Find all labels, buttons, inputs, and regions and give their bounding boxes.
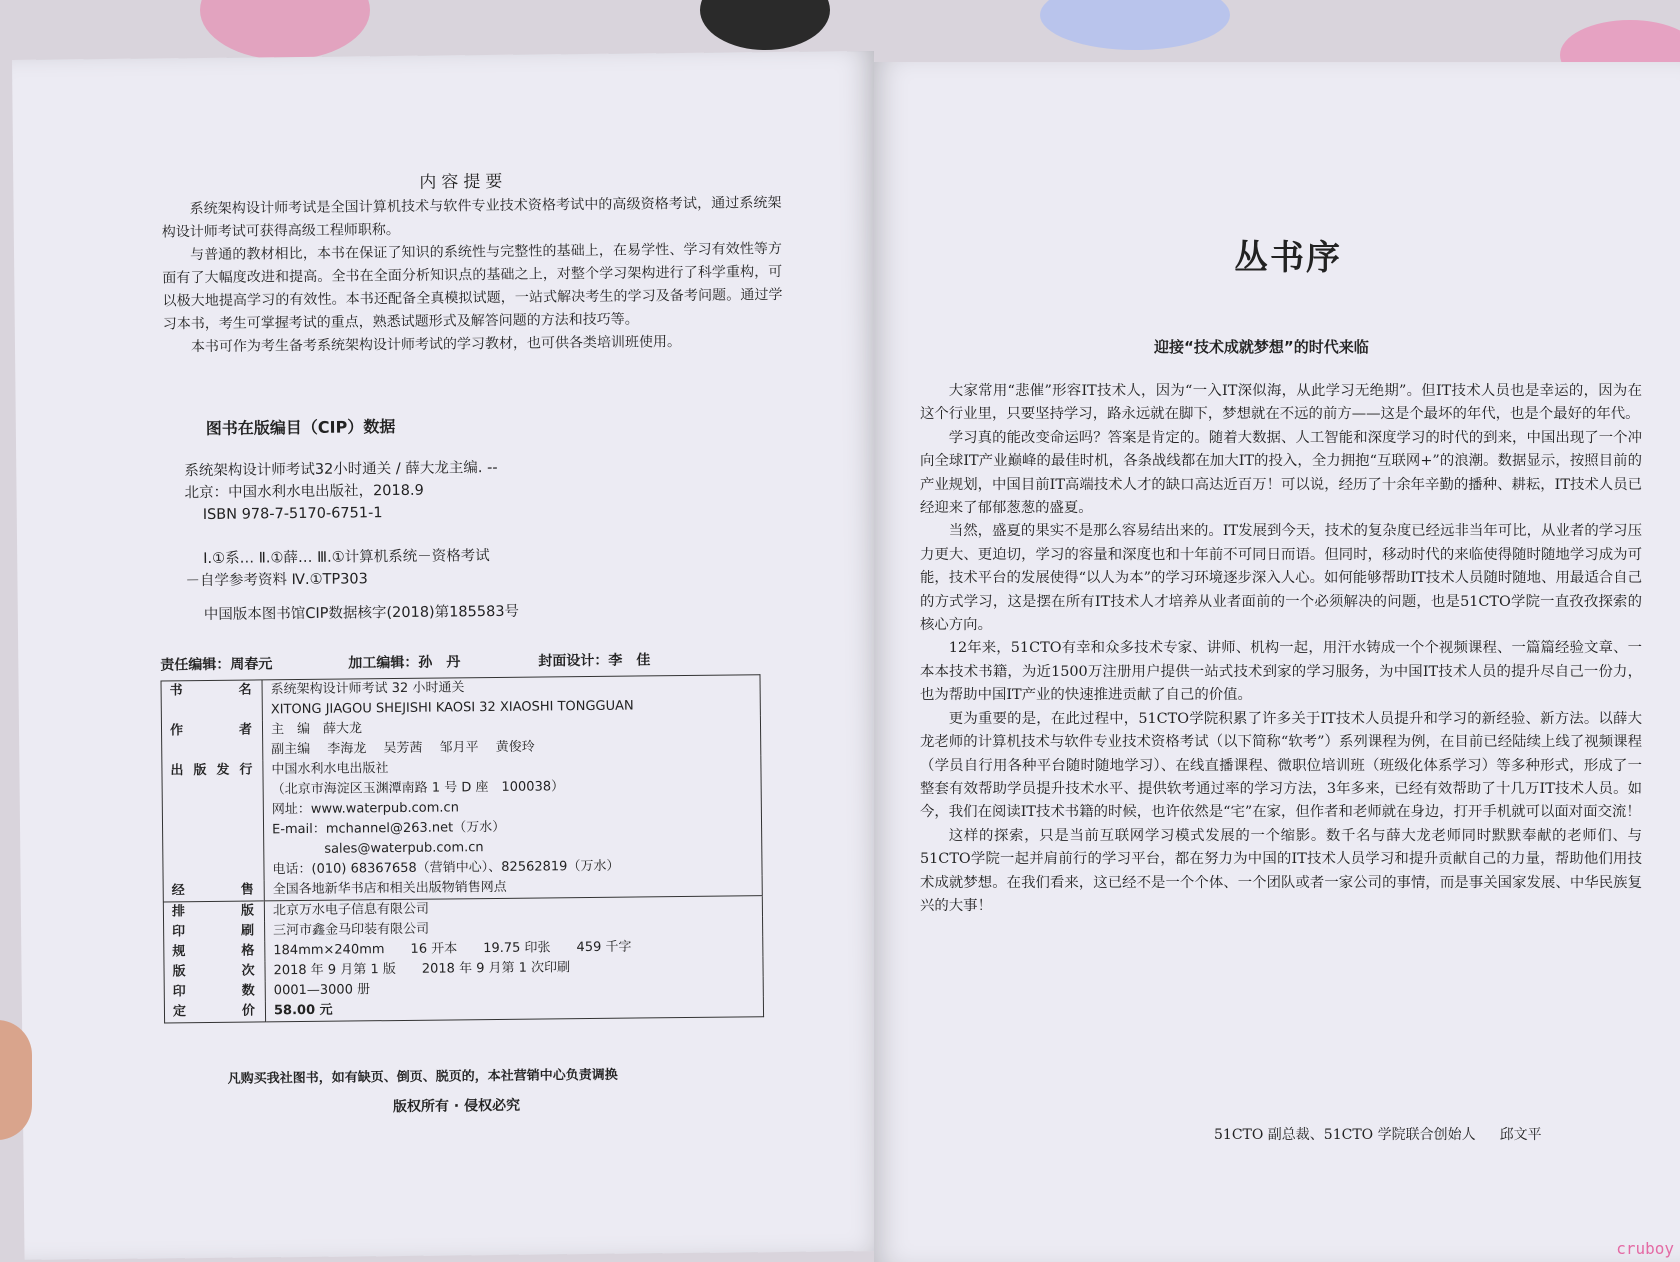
info-label: 印 刷 [164,921,265,942]
cip-line: 北京：中国水利水电出版社，2018.9 [184,482,424,502]
cip-line: 系统架构设计师考试32小时通关 / 薛大龙主编. -- [184,459,498,480]
specification: 184mm×240mm 16 开本 19.75 印张 459 千字 [273,939,632,959]
preface-body [920,380,1642,918]
summary-paragraph: 系统架构设计师考试是全国计算机技术与软件专业技术资格考试中的高级资格考试，通过系统架构设计师考试可获得高级工程师职称。 [161,194,782,241]
cip-line: ISBN 978-7-5170-6751-1 [202,505,383,524]
info-label: 排 版 [163,901,264,923]
copyright-notice: 版权所有 · 侵权必究 [392,1097,521,1116]
distribution: 全国各地新华书店和相关出版物销售网点 [272,879,507,898]
publisher: 中国水利水电出版社 [271,761,389,778]
typesetting: 北京万水电子信息有限公司 [264,896,762,922]
info-label: 作 者 [161,720,262,761]
signature-title: 51CTO 副总裁、51CTO 学院联合创始人 [1214,1127,1476,1143]
summary-paragraph: 与普通的教材相比，本书在保证了知识的系统性与完整性的基础上，在易学性、学习有效性等方面有了大幅度改进和提高。全书在全面分析知识点的基础之上，对整个学习架构进行了科学重构，可以极大地提高学习的有效性。本书还配备全真模拟试题，一站式解决考生的学习及备考问题。通过学习本书，考生可掌握考试的重点，熟悉试题形式及解答问题的方法和技巧等。 [162,240,783,333]
info-label: 印 数 [164,981,265,1002]
info-label: 出版发行 [162,760,264,881]
info-value [262,675,760,721]
publisher-email: E-mail：mchannel@263.net（万水） [271,819,506,838]
preface-signature [1214,1124,1542,1144]
info-label: 规 格 [164,941,265,962]
left-page [12,51,887,1260]
edition: 2018 年 9 月第 1 版 2018 年 9 月第 1 次印刷 [273,960,571,979]
replacement-notice: 凡购买我社图书，如有缺页、倒页、脱页的，本社营销中心负责调换 [227,1067,618,1087]
cip-block [184,455,686,626]
info-label: 经 售 [163,880,264,902]
publication-info-table [161,674,765,1023]
fabric-dot [200,0,370,60]
cip-title: 图书在版编目（CIP）数据 [205,417,396,438]
fabric-dot [700,0,830,50]
printing: 三河市鑫金马印装有限公司 [273,921,430,939]
chief-editor: 主 编 薛大龙 [270,721,363,738]
preface-paragraph: 学习真的能改变命运吗？答案是肯定的。随着大数据、人工智能和深度学习的时代的到来，中国出现了一个冲向全球IT产业巅峰的最佳时机，各条战线都在加大IT的投入，全力拥抱“互联网+”的浪潮。数据显示，按照目前的产业规划，中国目前IT高端技术人才的缺口高达近百万！可以说，经历了十余年辛勤的播种、耕耘，IT技术人员已经迎来了郁郁葱葱的盛夏。 [920,429,1642,517]
summary-paragraph: 本书可作为考生备考系统架构设计师考试的学习教材，也可供各类培训班使用。 [190,334,682,356]
associate-editors: 副主编 李海龙 吴芳茜 邹月平 黄俊玲 [271,739,535,758]
info-label: 书 名 [161,680,262,722]
book-name: 系统架构设计师考试 32 小时通关 [270,680,465,698]
preface-subtitle: 迎接“技术成就梦想”的时代来临 [1154,338,1369,356]
preface-paragraph: 大家常用“悲催”形容IT技术人，因为“一入IT深似海，从此学习无绝期”。但IT技术人员也是幸运的，因为在这个行业里，只要坚持学习，路永远就在脚下，梦想就在不远的前方——这是个最坏的年代，也是个最好的年代。 [920,383,1642,423]
processing-editor: 加工编辑：孙 丹 [348,654,461,672]
fabric-dot [1040,0,1230,50]
right-page [874,62,1680,1262]
price: 58.00 元 [273,1002,333,1019]
publisher-address: （北京市海淀区玉渊潭南路 1 号 D 座 100038） [271,779,565,798]
signature-name: 邱文平 [1499,1127,1542,1143]
publisher-website: 网址：www.waterpub.com.cn [271,800,459,818]
info-value [263,755,762,880]
summary-title: 内容提要 [419,171,508,193]
responsible-editor: 责任编辑：周春元 [160,656,273,674]
info-label: 定 价 [164,1001,265,1023]
print-run: 0001—3000 册 [273,982,371,999]
info-label: 版 次 [164,961,265,982]
cip-class-line: －自学参考资料 Ⅳ.①TP303 [185,571,368,590]
publisher-email: sales@waterpub.com.cn [324,840,484,857]
cip-number: 中国版本图书馆CIP数据核字(2018)第185583号 [203,603,520,624]
series-preface-title: 丛书序 [1234,238,1342,278]
cip-class-line: Ⅰ.①系… Ⅱ.①薛… Ⅲ.①计算机系统－资格考试 [203,548,490,568]
publisher-phone: 电话：(010) 68367658（营销中心）、82562819（万水） [272,858,620,878]
finger [0,1020,32,1140]
book-name-pinyin: XITONG JIAGOU SHEJISHI KAOSI 32 XIAOSHI TONGGUAN [270,698,634,718]
preface-paragraph: 12年来，51CTO有幸和众多技术专家、讲师、机构一起，用汗水铸成一个个视频课程、一篇篇经验文章、一本本技术书籍，为近1500万注册用户提供一站式技术到家的学习服务，为中国IT技术人员的提升尽自己一份力，也为帮助中国IT产业的快速推进贡献了自己的价值。 [920,640,1642,704]
preface-paragraph: 当然，盛夏的果实不是那么容易结出来的。IT发展到今天，技术的复杂度已经远非当年可比，从业者的学习压力更大、更迫切，学习的容量和深度也和十年前不可同日而语。但同时，移动时代的来临使得随时随地学习成为可能，技术平台的发展使得“以人为本”的学习环境逐步深入人心。如何能够帮助IT技术人员随时随地、用最适合自己的方式学习，这是摆在所有IT技术人才培养从业者面前的一个必须解决的问题，也是51CTO学院一直孜孜探索的核心方向。 [920,523,1642,634]
watermark: cruboy [1616,1239,1674,1258]
preface-paragraph: 这样的探索，只是当前互联网学习模式发展的一个缩影。数千名与薛大龙老师同时默默奉献的老师们、与51CTO学院一起并肩前行的学习平台，都在努力为中国的IT技术人员学习和提升贡献自己的力量，帮助他们用技术成就梦想。在我们看来，这已经不是一个个体、一个团队或者一家公司的事情，而是事关国家发展、中华民族复兴的大事！ [920,827,1642,914]
summary-body [161,192,783,359]
preface-paragraph: 更为重要的是，在此过程中，51CTO学院积累了许多关于IT技术人员提升和学习的新经验、新方法。以薛大龙老师的计算机技术与软件专业技术资格考试（以下简称“软考”）系列课程为例，在目前已经陆续上线了视频课程（学员自行用各种平台随时随地学习）、在线直播课程、微职位培训班（班级化体系学习）等多种形式，形成了一整套有效帮助学员提升技术水平、提供软考通过率的学习方法，3年多来，已经有效帮助了十几万IT技术人员。如今，我们在阅读IT技术书籍的时候，也许依然是“宅”在家，但作者和老师就在身边，打开手机就可以面对面交流！ [920,710,1642,821]
info-value [262,715,760,760]
cover-designer: 封面设计：李 佳 [538,652,651,670]
